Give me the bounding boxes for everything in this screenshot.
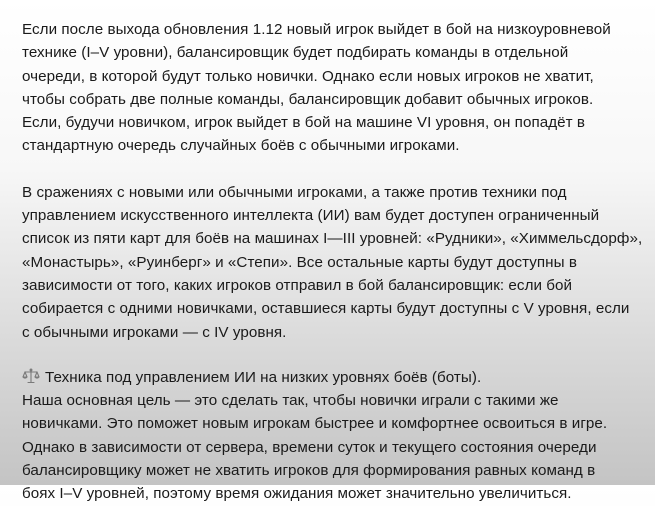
text-line: балансировщику может не хватить игроков для формирования равных команд в: [22, 462, 596, 480]
article-body: [22, 18, 642, 506]
text-line: технике (I–V уровни), балансировщик будет подбирать команды в отдельной: [22, 44, 569, 62]
text-line: управлением искусственного интеллекта (ИИ) вам будет доступен ограниченный: [22, 207, 600, 225]
scales-icon: [22, 368, 40, 384]
text-line: собирается с одними новичками, оставшиеся карты будут доступны с V уровня, если: [22, 300, 630, 318]
text-line: боях I–V уровней, поэтому время ожидания может значительно увеличиться.: [22, 485, 572, 503]
text-line: Если после выхода обновления 1.12 новый игрок выйдет в бой на низкоуровневой: [22, 21, 611, 38]
text-line: зависимости от того, каких игроков отправил в бой балансировщик: если бой: [22, 276, 573, 294]
text-line: Однако в зависимости от сервера, времени суток и текущего состояния очереди: [22, 438, 597, 456]
text-line: стандартную очередь случайных боёв с обычными игроками.: [22, 137, 460, 155]
paragraph-newcomer-queue: [22, 18, 642, 158]
section-heading: [22, 366, 642, 389]
text-line: очереди, в которой будут только новички. Однако если новых игроков не хватит,: [22, 67, 594, 85]
paragraph-map-pool: [22, 181, 642, 344]
text-line: новичками. Это поможет новым игрокам быстрее и комфортнее освоиться в игре.: [22, 415, 608, 433]
text-line: список из пяти карт для боёв на машинах I—III уровней: «Рудники», «Химмельсдорф»,: [22, 230, 643, 248]
text-line: чтобы собрать две полные команды, балансировщик добавит обычных игроков.: [22, 90, 594, 108]
text-line: «Монастырь», «Руинберг» и «Степи». Все остальные карты будут доступны в: [22, 253, 577, 271]
text-line: В сражениях с новыми или обычными игроками, а также против техники под: [22, 183, 567, 201]
text-line: Наша основная цель — это сделать так, чтобы новички играли с такими же: [22, 392, 559, 410]
section-heading-text: Техника под управлением ИИ на низких уровнях боёв (боты).: [45, 368, 482, 386]
text-line: Если, будучи новичком, игрок выйдет в бой на машине VI уровня, он попадёт в: [22, 114, 586, 132]
text-line: с обычными игроками — с IV уровня.: [22, 323, 287, 341]
